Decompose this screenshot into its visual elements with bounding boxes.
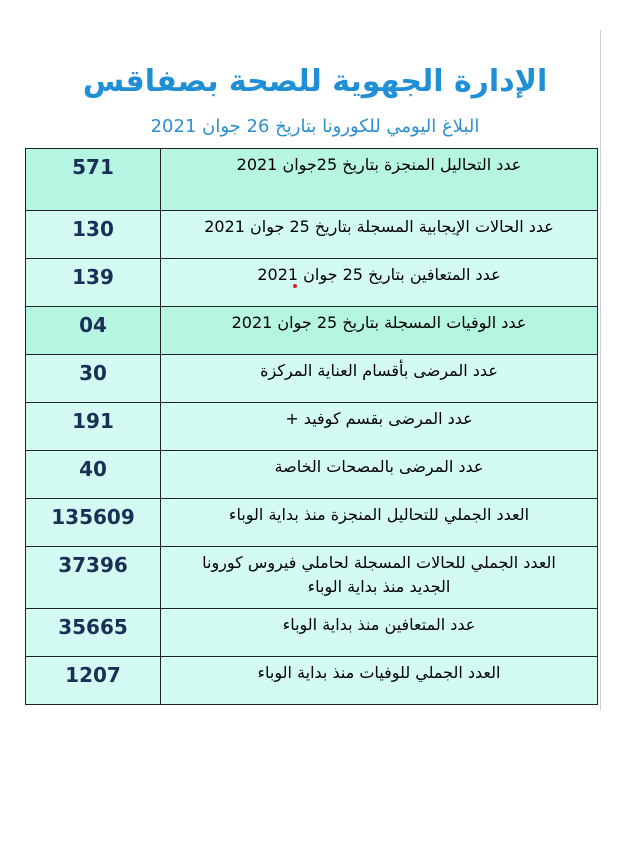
table-row [26, 211, 598, 259]
row-label: عدد المتعافين منذ بداية الوباء [161, 609, 598, 657]
row-label: العدد الجملي للتحاليل المنجزة منذ بداية الوباء [161, 499, 598, 547]
table-row [26, 259, 598, 307]
row-value: 139 [26, 259, 161, 307]
table-row [26, 403, 598, 451]
row-value: 37396 [26, 547, 161, 609]
row-label: عدد الحالات الإيجابية المسجلة بتاريخ 25 جوان 2021 [161, 211, 598, 259]
table-row [26, 307, 598, 355]
row-label: عدد الوفيات المسجلة بتاريخ 25 جوان 2021 [161, 307, 598, 355]
row-value: 191 [26, 403, 161, 451]
row-value: 1207 [26, 657, 161, 705]
row-value: 35665 [26, 609, 161, 657]
document-subtitle: البلاغ اليومي للكورونا بتاريخ 26 جوان 2021 [150, 116, 480, 137]
row-value: 30 [26, 355, 161, 403]
table-row [26, 149, 598, 211]
table-row [26, 451, 598, 499]
row-value: 135609 [26, 499, 161, 547]
row-label: عدد التحاليل المنجزة بتاريخ 25جوان 2021 [161, 149, 598, 211]
row-value: 04 [26, 307, 161, 355]
statistics-table [25, 148, 598, 705]
table-row [26, 657, 598, 705]
red-dot-mark [293, 284, 297, 288]
document-title: الإدارة الجهوية للصحة بصفاقس [82, 64, 548, 99]
table-row [26, 547, 598, 609]
table-row [26, 355, 598, 403]
table-row [26, 499, 598, 547]
row-label: عدد المرضى بالمصحات الخاصة [161, 451, 598, 499]
row-label: عدد المرضى بأقسام العناية المركزة [161, 355, 598, 403]
table-row [26, 609, 598, 657]
row-value: 130 [26, 211, 161, 259]
row-label: عدد المرضى بقسم كوفيد + [161, 403, 598, 451]
row-label: عدد المتعافين بتاريخ 25 جوان 2021 [161, 259, 598, 307]
row-value: 571 [26, 149, 161, 211]
row-label: العدد الجملي للوفيات منذ بداية الوباء [161, 657, 598, 705]
row-value: 40 [26, 451, 161, 499]
row-label: العدد الجملي للحالات المسجلة لحاملي فيروس كورونا الجديد منذ بداية الوباء [161, 547, 598, 609]
